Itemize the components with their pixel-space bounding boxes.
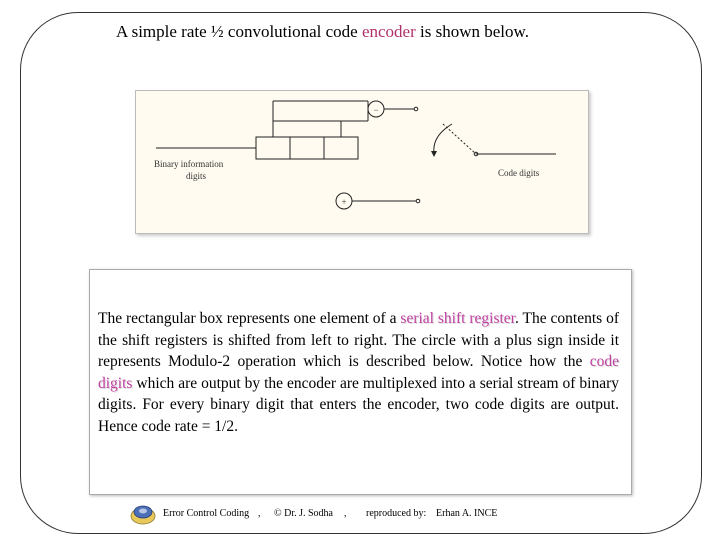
footer-reproduced-label: reproduced by:: [366, 508, 427, 519]
title-text: A simple rate ½ convolutional code: [116, 22, 362, 41]
input-label-line2: digits: [186, 171, 207, 181]
description-paragraph: The rectangular box represents one element of a serial shift register. The contents of the shift registers is shifted from left to right. The circle with a plus sign inside it represents Modulo-2 operation which is described below. Notice how the code digits which are output by the encoder are multiplexed into a serial stream of binary digits. For every binary digit that enters the encoder, two code digits are output. Hence code rate = 1/2.: [98, 310, 619, 435]
title-text-end: is shown below.: [415, 22, 529, 41]
title-highlight: encoder: [361, 22, 416, 41]
commutator-switch: [443, 124, 476, 154]
encoder-diagram: [135, 90, 589, 234]
footer-author: © Dr. J. Sodha: [274, 508, 333, 519]
description-box: [89, 269, 632, 495]
shift-register-cell-1: [256, 137, 290, 159]
footer-separator-2: ,: [344, 508, 347, 519]
top-output-terminal: [414, 107, 418, 111]
term-code-digits: code digits: [98, 353, 619, 392]
university-logo-icon: [130, 502, 156, 526]
switch-arc: [434, 124, 452, 153]
switch-arc-arrowhead: [431, 151, 437, 157]
footer-separator: ,: [258, 508, 261, 519]
slide-title: [116, 22, 676, 42]
footer-reproducer: Erhan A. INCE: [436, 508, 498, 519]
top-adder-symbol: −: [373, 105, 379, 115]
footer-course: Error Control Coding: [163, 508, 250, 519]
shift-register-cell-2: [290, 137, 324, 159]
output-label: Code digits: [498, 168, 540, 178]
footer: [130, 502, 530, 526]
term-serial-shift-register: serial shift register: [400, 310, 515, 327]
shift-register-cell-3: [324, 137, 358, 159]
input-label-line1: Binary information: [154, 159, 224, 169]
bottom-adder-symbol: +: [341, 197, 347, 207]
bottom-output-terminal: [416, 199, 420, 203]
